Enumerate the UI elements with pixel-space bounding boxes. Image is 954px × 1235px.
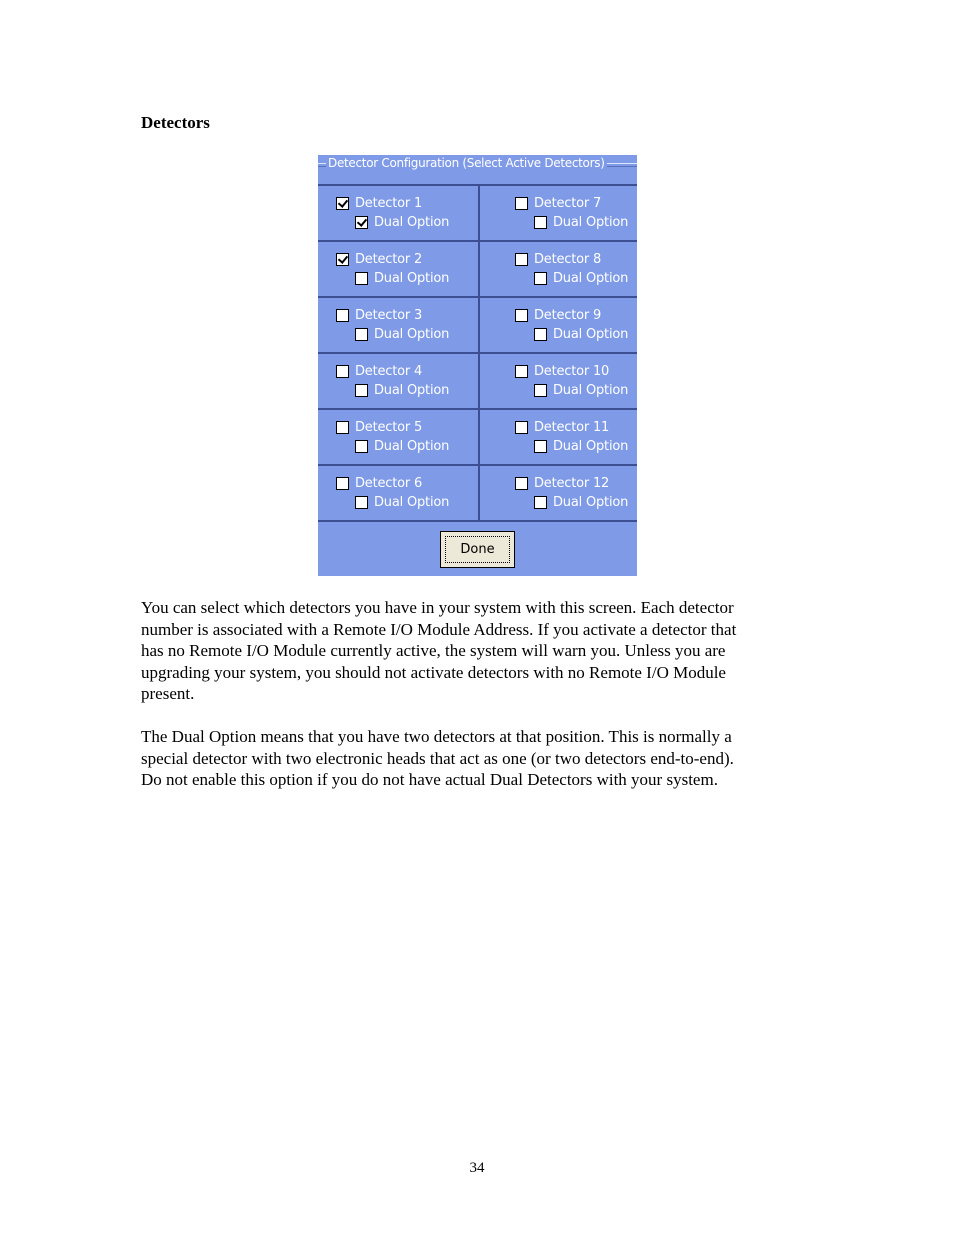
detector-7-dual-option-label: Dual Option bbox=[553, 215, 629, 230]
detector-6-dual-option-checkbox[interactable] bbox=[355, 496, 368, 509]
detector-5-dual-option-row[interactable] bbox=[355, 439, 449, 454]
detector-9-dual-option-label: Dual Option bbox=[553, 327, 629, 342]
paragraph-line: The Dual Option means that you have two detectors at that position. This is normally a bbox=[141, 727, 732, 746]
detector-8-dual-option-label: Dual Option bbox=[553, 271, 629, 286]
paragraph-line: You can select which detectors you have in your system with this screen. Each detector bbox=[141, 598, 734, 617]
paragraph-line: has no Remote I/O Module currently active, the system will warn you. Unless you are bbox=[141, 641, 726, 660]
detector-4-checkbox-row[interactable] bbox=[336, 364, 422, 379]
detector-12-checkbox-row[interactable] bbox=[515, 476, 609, 491]
detector-6-dual-option-row[interactable] bbox=[355, 495, 449, 510]
detector-9-dual-option-checkbox[interactable] bbox=[534, 328, 547, 341]
detector-1-label: Detector 1 bbox=[355, 196, 423, 211]
detector-2-checkbox-row[interactable] bbox=[336, 252, 422, 267]
detector-2-checkbox[interactable] bbox=[336, 253, 349, 266]
detector-cell-12 bbox=[480, 466, 637, 522]
groupbox-title: Detector Configuration (Select Active Detectors) bbox=[328, 156, 605, 170]
detector-1-dual-option-row[interactable] bbox=[355, 215, 449, 230]
detector-cell-3 bbox=[318, 298, 478, 354]
detector-cell-2 bbox=[318, 242, 478, 298]
detector-8-checkbox-row[interactable] bbox=[515, 252, 601, 267]
detector-10-dual-option-checkbox[interactable] bbox=[534, 384, 547, 397]
detector-5-checkbox-row[interactable] bbox=[336, 420, 422, 435]
detector-cell-6 bbox=[318, 466, 478, 522]
detector-3-checkbox[interactable] bbox=[336, 309, 349, 322]
detector-4-checkbox[interactable] bbox=[336, 365, 349, 378]
detector-cell-11 bbox=[480, 410, 637, 466]
paragraph-line: present. bbox=[141, 684, 195, 703]
paragraph-line: special detector with two electronic heads that act as one (or two detectors end-to-end). bbox=[141, 748, 734, 768]
page-number: 34 bbox=[469, 1160, 485, 1176]
detector-7-label: Detector 7 bbox=[534, 196, 602, 211]
detector-11-dual-option-row[interactable] bbox=[534, 439, 628, 454]
detector-8-label: Detector 8 bbox=[534, 252, 602, 267]
detector-5-dual-option-checkbox[interactable] bbox=[355, 440, 368, 453]
detector-3-dual-option-row[interactable] bbox=[355, 327, 449, 342]
detector-6-label: Detector 6 bbox=[355, 476, 423, 491]
detector-cell-10 bbox=[480, 354, 637, 410]
done-button-label: Done bbox=[445, 536, 510, 563]
detector-2-dual-option-row[interactable] bbox=[355, 271, 449, 286]
detector-3-label: Detector 3 bbox=[355, 308, 423, 323]
detector-8-dual-option-checkbox[interactable] bbox=[534, 272, 547, 285]
detector-column-left bbox=[318, 186, 478, 522]
detector-7-checkbox-row[interactable] bbox=[515, 196, 601, 211]
detector-4-dual-option-row[interactable] bbox=[355, 383, 449, 398]
detector-12-dual-option-row[interactable] bbox=[534, 495, 628, 510]
detector-2-label: Detector 2 bbox=[355, 252, 423, 267]
detector-10-dual-option-label: Dual Option bbox=[553, 383, 629, 398]
detector-cell-7 bbox=[480, 186, 637, 242]
detector-cell-8 bbox=[480, 242, 637, 298]
detector-5-label: Detector 5 bbox=[355, 420, 423, 435]
detector-11-dual-option-checkbox[interactable] bbox=[534, 440, 547, 453]
detector-9-label: Detector 9 bbox=[534, 308, 602, 323]
detector-3-dual-option-checkbox[interactable] bbox=[355, 328, 368, 341]
detector-10-label: Detector 10 bbox=[534, 364, 610, 379]
detector-6-checkbox[interactable] bbox=[336, 477, 349, 490]
detector-9-dual-option-row[interactable] bbox=[534, 327, 628, 342]
detector-7-checkbox[interactable] bbox=[515, 197, 528, 210]
detector-8-dual-option-row[interactable] bbox=[534, 271, 628, 286]
detector-12-checkbox[interactable] bbox=[515, 477, 528, 490]
detector-1-dual-option-label: Dual Option bbox=[374, 215, 450, 230]
paragraph-dual-option bbox=[141, 726, 821, 791]
done-button[interactable] bbox=[440, 531, 515, 568]
detector-11-checkbox[interactable] bbox=[515, 421, 528, 434]
detector-7-dual-option-checkbox[interactable] bbox=[534, 216, 547, 229]
section-title: Detectors bbox=[141, 113, 210, 132]
detector-3-checkbox-row[interactable] bbox=[336, 308, 422, 323]
detector-10-dual-option-row[interactable] bbox=[534, 383, 628, 398]
detector-2-dual-option-checkbox[interactable] bbox=[355, 272, 368, 285]
paragraph-line: upgrading your system, you should not activate detectors with no Remote I/O Module bbox=[141, 662, 726, 682]
detector-2-dual-option-label: Dual Option bbox=[374, 271, 450, 286]
detector-12-label: Detector 12 bbox=[534, 476, 610, 491]
detector-1-checkbox[interactable] bbox=[336, 197, 349, 210]
paragraph-detector-selection bbox=[141, 597, 821, 705]
detector-9-checkbox[interactable] bbox=[515, 309, 528, 322]
detector-9-checkbox-row[interactable] bbox=[515, 308, 601, 323]
detector-cell-9 bbox=[480, 298, 637, 354]
detector-6-dual-option-label: Dual Option bbox=[374, 495, 450, 510]
detector-configuration-dialog bbox=[318, 155, 637, 576]
detector-1-dual-option-checkbox[interactable] bbox=[355, 216, 368, 229]
paragraph-line: Do not enable this option if you do not have actual Dual Detectors with your system. bbox=[141, 770, 718, 789]
detector-4-label: Detector 4 bbox=[355, 364, 423, 379]
detector-12-dual-option-label: Dual Option bbox=[553, 495, 629, 510]
detector-grid bbox=[318, 184, 637, 522]
detector-10-checkbox-row[interactable] bbox=[515, 364, 609, 379]
detector-11-label: Detector 11 bbox=[534, 420, 610, 435]
detector-1-checkbox-row[interactable] bbox=[336, 196, 422, 211]
detector-11-dual-option-label: Dual Option bbox=[553, 439, 629, 454]
detector-5-checkbox[interactable] bbox=[336, 421, 349, 434]
detector-7-dual-option-row[interactable] bbox=[534, 215, 628, 230]
detector-10-checkbox[interactable] bbox=[515, 365, 528, 378]
detector-6-checkbox-row[interactable] bbox=[336, 476, 422, 491]
detector-column-right bbox=[478, 186, 637, 522]
detector-3-dual-option-label: Dual Option bbox=[374, 327, 450, 342]
detector-cell-1 bbox=[318, 186, 478, 242]
detector-cell-5 bbox=[318, 410, 478, 466]
detector-5-dual-option-label: Dual Option bbox=[374, 439, 450, 454]
detector-8-checkbox[interactable] bbox=[515, 253, 528, 266]
dialog-footer bbox=[318, 522, 637, 576]
paragraph-line: number is associated with a Remote I/O Module Address. If you activate a detector that bbox=[141, 619, 737, 639]
detector-cell-4 bbox=[318, 354, 478, 410]
detector-4-dual-option-label: Dual Option bbox=[374, 383, 450, 398]
detector-11-checkbox-row[interactable] bbox=[515, 420, 609, 435]
detector-4-dual-option-checkbox[interactable] bbox=[355, 384, 368, 397]
detector-12-dual-option-checkbox[interactable] bbox=[534, 496, 547, 509]
